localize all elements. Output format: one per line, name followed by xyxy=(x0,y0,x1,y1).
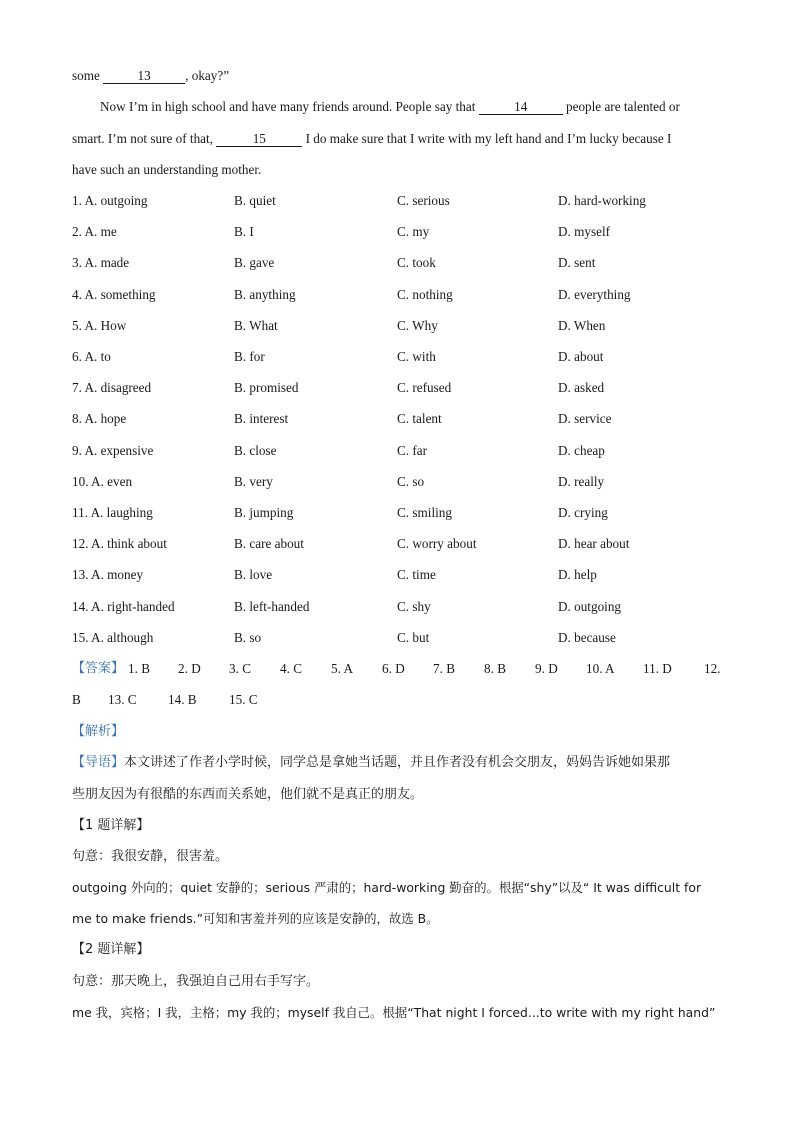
question-row xyxy=(72,473,752,491)
q1-detail-header: 【1 题详解】 xyxy=(72,818,150,833)
option-a: 12. A. think about xyxy=(72,536,167,551)
q2-detail-header: 【2 题详解】 xyxy=(72,942,150,957)
option-a: 8. A. hope xyxy=(72,411,127,426)
option-a: 14. A. right-handed xyxy=(72,599,175,614)
option-d: D. hear about xyxy=(558,536,630,551)
option-a: 11. A. laughing xyxy=(72,505,153,520)
option-b: B. gave xyxy=(234,255,275,270)
option-b: B. interest xyxy=(234,411,289,426)
q2-meaning: 句意：那天晚上，我强迫自己用右手写字。 xyxy=(72,974,320,989)
option-a: 4. A. something xyxy=(72,287,156,302)
option-a: 9. A. expensive xyxy=(72,443,154,458)
option-a: 2. A. me xyxy=(72,224,117,239)
blank-13: 13 xyxy=(103,68,185,84)
answer-item: B xyxy=(72,692,81,707)
option-d: D. help xyxy=(558,567,597,582)
option-c: C. Why xyxy=(397,318,438,333)
question-row xyxy=(72,348,752,366)
option-d: D. When xyxy=(558,318,606,333)
option-d: D. myself xyxy=(558,224,611,239)
option-c: C. with xyxy=(397,349,436,364)
option-a: 5. A. How xyxy=(72,318,127,333)
option-a: 7. A. disagreed xyxy=(72,380,152,395)
option-d: D. about xyxy=(558,349,604,364)
option-b: B. for xyxy=(234,349,265,364)
option-c: C. worry about xyxy=(397,536,477,551)
option-d: D. outgoing xyxy=(558,599,622,614)
option-b: B. I xyxy=(234,224,254,239)
question-row xyxy=(72,254,752,272)
question-row xyxy=(72,442,752,460)
option-d: D. crying xyxy=(558,505,608,520)
answer-key-row-2 xyxy=(72,691,724,709)
blank-14: 14 xyxy=(479,99,563,115)
option-b: B. care about xyxy=(234,536,304,551)
answer-item: 1. B xyxy=(128,661,150,676)
option-c: C. far xyxy=(397,443,428,458)
option-c: C. talent xyxy=(397,411,442,426)
blank-15: 15 xyxy=(216,131,302,147)
passage-line-3: smart. I’m not sure of that, 15 I do make sure that I write with my left hand and I’m lucky because I xyxy=(72,131,672,146)
option-b: B. very xyxy=(234,474,273,489)
option-b: B. quiet xyxy=(234,193,276,208)
option-b: B. jumping xyxy=(234,505,294,520)
option-c: C. but xyxy=(397,630,430,645)
answer-label: 【答案】 xyxy=(72,661,125,676)
answer-item: 8. B xyxy=(484,661,506,676)
q1-meaning: 句意：我很安静，很害羞。 xyxy=(72,849,229,864)
answer-key-row-1 xyxy=(72,660,724,678)
option-b: B. What xyxy=(234,318,278,333)
answer-item: 7. B xyxy=(433,661,455,676)
question-row xyxy=(72,192,752,210)
option-c: C. so xyxy=(397,474,425,489)
guide-line-2: 些朋友因为有很酷的东西而关系她，他们就不是真正的朋友。 xyxy=(72,787,424,802)
option-a: 3. A. made xyxy=(72,255,130,270)
passage-line-2: Now I’m in high school and have many friends around. People say that 14 people are talented or xyxy=(100,99,680,114)
option-a: 15. A. although xyxy=(72,630,154,645)
question-row xyxy=(72,598,752,616)
option-b: B. close xyxy=(234,443,277,458)
option-c: C. serious xyxy=(397,193,450,208)
guide-line-1: 【导语】本文讲述了作者小学时候，同学总是拿她当话题，并且作者没有机会交朋友，妈妈告诉她如果那 xyxy=(72,755,671,770)
option-d: D. because xyxy=(558,630,616,645)
question-row xyxy=(72,317,752,335)
option-d: D. hard-working xyxy=(558,193,646,208)
option-d: D. cheap xyxy=(558,443,605,458)
option-c: C. nothing xyxy=(397,287,453,302)
answer-item: 13. C xyxy=(108,692,137,707)
option-c: C. shy xyxy=(397,599,431,614)
option-a: 6. A. to xyxy=(72,349,111,364)
option-b: B. promised xyxy=(234,380,299,395)
question-row xyxy=(72,504,752,522)
analysis-heading: 【解析】 xyxy=(72,724,125,739)
option-a: 10. A. even xyxy=(72,474,133,489)
answer-item: 4. C xyxy=(280,661,302,676)
q1-explanation-1: outgoing 外向的；quiet 安静的；serious 严肃的；hard-working 勤奋的。根据“shy”以及“ It was difficult for xyxy=(72,880,702,895)
option-a: 13. A. money xyxy=(72,567,144,582)
passage-line-4: have such an understanding mother. xyxy=(72,162,262,177)
option-c: C. my xyxy=(397,224,430,239)
option-c: C. took xyxy=(397,255,436,270)
answer-item: 14. B xyxy=(168,692,197,707)
q1-explanation-2: me to make friends.”可知和害羞并列的应该是安静的，故选 B。 xyxy=(72,911,439,926)
answer-item: 10. A xyxy=(586,661,615,676)
passage-line-1: some 13 , okay?” xyxy=(72,68,230,83)
option-c: C. time xyxy=(397,567,436,582)
option-d: D. service xyxy=(558,411,612,426)
option-b: B. anything xyxy=(234,287,296,302)
question-row xyxy=(72,286,752,304)
option-d: D. asked xyxy=(558,380,605,395)
option-d: D. really xyxy=(558,474,605,489)
question-row xyxy=(72,223,752,241)
option-d: D. sent xyxy=(558,255,596,270)
option-d: D. everything xyxy=(558,287,631,302)
question-row xyxy=(72,535,752,553)
answer-item: 9. D xyxy=(535,661,558,676)
answer-item: 2. D xyxy=(178,661,201,676)
question-row xyxy=(72,379,752,397)
question-row xyxy=(72,566,752,584)
answer-item: 3. C xyxy=(229,661,251,676)
answer-item: 15. C xyxy=(229,692,258,707)
option-c: C. smiling xyxy=(397,505,452,520)
option-a: 1. A. outgoing xyxy=(72,193,148,208)
answer-item: 12. xyxy=(704,661,721,676)
answer-item: 5. A xyxy=(331,661,353,676)
option-b: B. left-handed xyxy=(234,599,310,614)
option-b: B. so xyxy=(234,630,262,645)
q2-explanation-1: me 我，宾格；I 我，主格；my 我的；myself 我自己。根据“That night I forced...to write with my right hand” xyxy=(72,1005,716,1020)
question-row xyxy=(72,410,752,428)
answer-item: 6. D xyxy=(382,661,405,676)
answer-item: 11. D xyxy=(643,661,672,676)
question-row xyxy=(72,629,752,647)
option-b: B. love xyxy=(234,567,273,582)
option-c: C. refused xyxy=(397,380,452,395)
